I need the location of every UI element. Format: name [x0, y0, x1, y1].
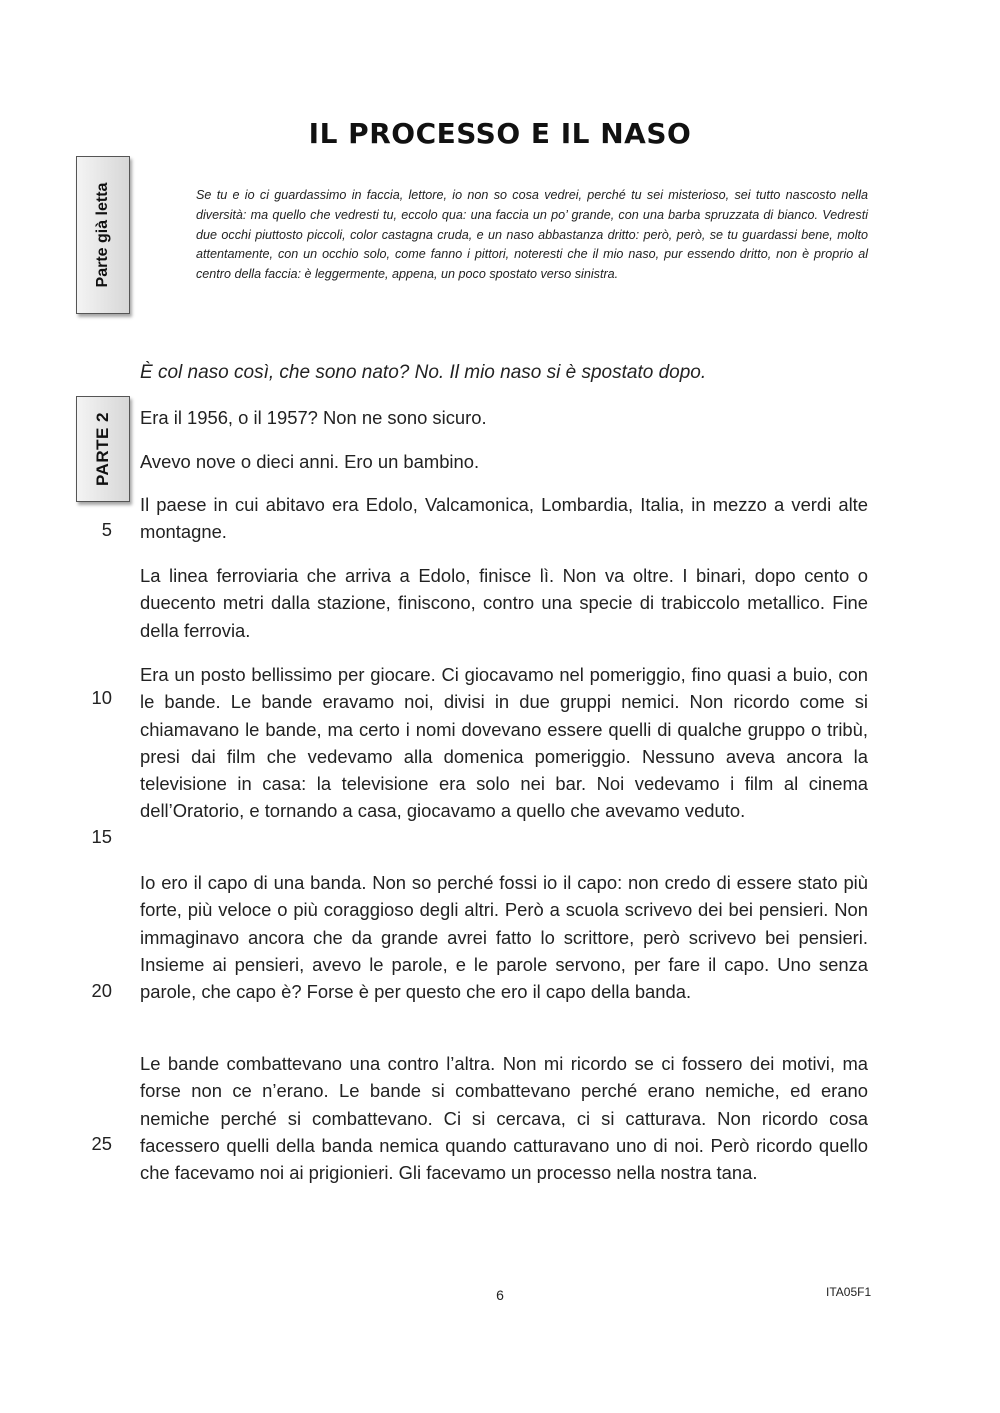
opening-line: È col naso così, che sono nato? No. Il mio naso si è spostato dopo. [140, 362, 707, 383]
part-tab [76, 396, 130, 502]
page-title: IL PROCESSO E IL NASO [308, 117, 692, 150]
document-code: ITA05F1 [826, 1285, 872, 1299]
intro-text: Se tu e io ci guardassimo in faccia, lettore, io non so cosa vedrei, perché tu sei misterioso, sei tutto nascosto nella diversità: ma quello che vedresti tu, eccolo qua: una faccia un po’ grande, con una barba spruzzata di bianco. Vedresti due occhi piuttosto piccoli, color castagna cruda, e un naso abbastanza dritto: però, però, se tu guardassi bene, molto attentamente, con un occhio solo, come fanno i pittori, noteresti che il mio naso, pur essendo dritto, non è proprio al centro della faccia: è leggermente, appena, un poco spostato verso sinistra. [196, 188, 868, 282]
line-number: 25 [91, 1133, 112, 1154]
paragraph-6: Io ero il capo di una banda. Non so perché fossi io il capo: non credo di essere stato più forte, più veloce o più coraggioso degli altri. Però a scuola scrivevo dei bei pensieri. Non immaginavo ancora che da grande avrei fatto lo scrittore, però scrivevo bei pensieri. Insieme ai pensieri, avevo le parole, e le parole servono, per fare il capo. Uno senza parole, che capo è? Forse è per questo che ero il capo della banda. [140, 872, 868, 1003]
already-read-tab [76, 156, 130, 314]
line-number: 15 [91, 826, 112, 847]
paragraph-2: Avevo nove o dieci anni. Ero un bambino. [140, 451, 480, 472]
already-read-label: Parte già letta [94, 182, 111, 288]
paragraph-7: Le bande combattevano una contro l’altra. Non mi ricordo se ci fossero dei motivi, ma forse non ce n’erano. Le bande si combattevano perché erano nemiche, ed erano nemiche perché si combattevano. Ci si cercava, ci si catturava. Non ricordo cosa facessero quelli della banda nemica quando catturavano uno di noi. Però ricordo quello che facevamo noi ai prigionieri. Gli facevamo un processo nella nostra tana. [140, 1053, 868, 1184]
paragraph-4: La linea ferroviaria che arriva a Edolo, finisce lì. Non va oltre. I binari, dopo cento o duecento metri dalla stazione, finiscono, contro una specie di trabiccolo metallico. Fine della ferrovia. [140, 565, 868, 641]
paragraph-5: Era un posto bellissimo per giocare. Ci giocavamo nel pomeriggio, fino quasi a buio, con le bande. Le bande eravamo noi, divisi in due gruppi nemici. Non ricordo come si chiamavano le bande, ma certo i nomi dovevano essere quelli di qualche gruppo o tribù, presi dai film che vedevamo alla domenica pomeriggio. Nessuno aveva ancora la televisione in casa: la televisione era solo nei bar. Noi vedevamo i film al cinema dell’Oratorio, e tornando a casa, giocavamo a quello che avevamo veduto. [140, 664, 868, 822]
line-number: 20 [91, 980, 112, 1001]
line-number: 5 [101, 519, 112, 540]
line-number: 10 [91, 687, 112, 708]
part-label: PARTE 2 [93, 411, 112, 487]
paragraph-3: Il paese in cui abitavo era Edolo, Valcamonica, Lombardia, Italia, in mezzo a verdi alte montagne. [140, 494, 868, 543]
page-number: 6 [496, 1287, 504, 1303]
paragraph-1: Era il 1956, o il 1957? Non ne sono sicuro. [140, 407, 487, 428]
